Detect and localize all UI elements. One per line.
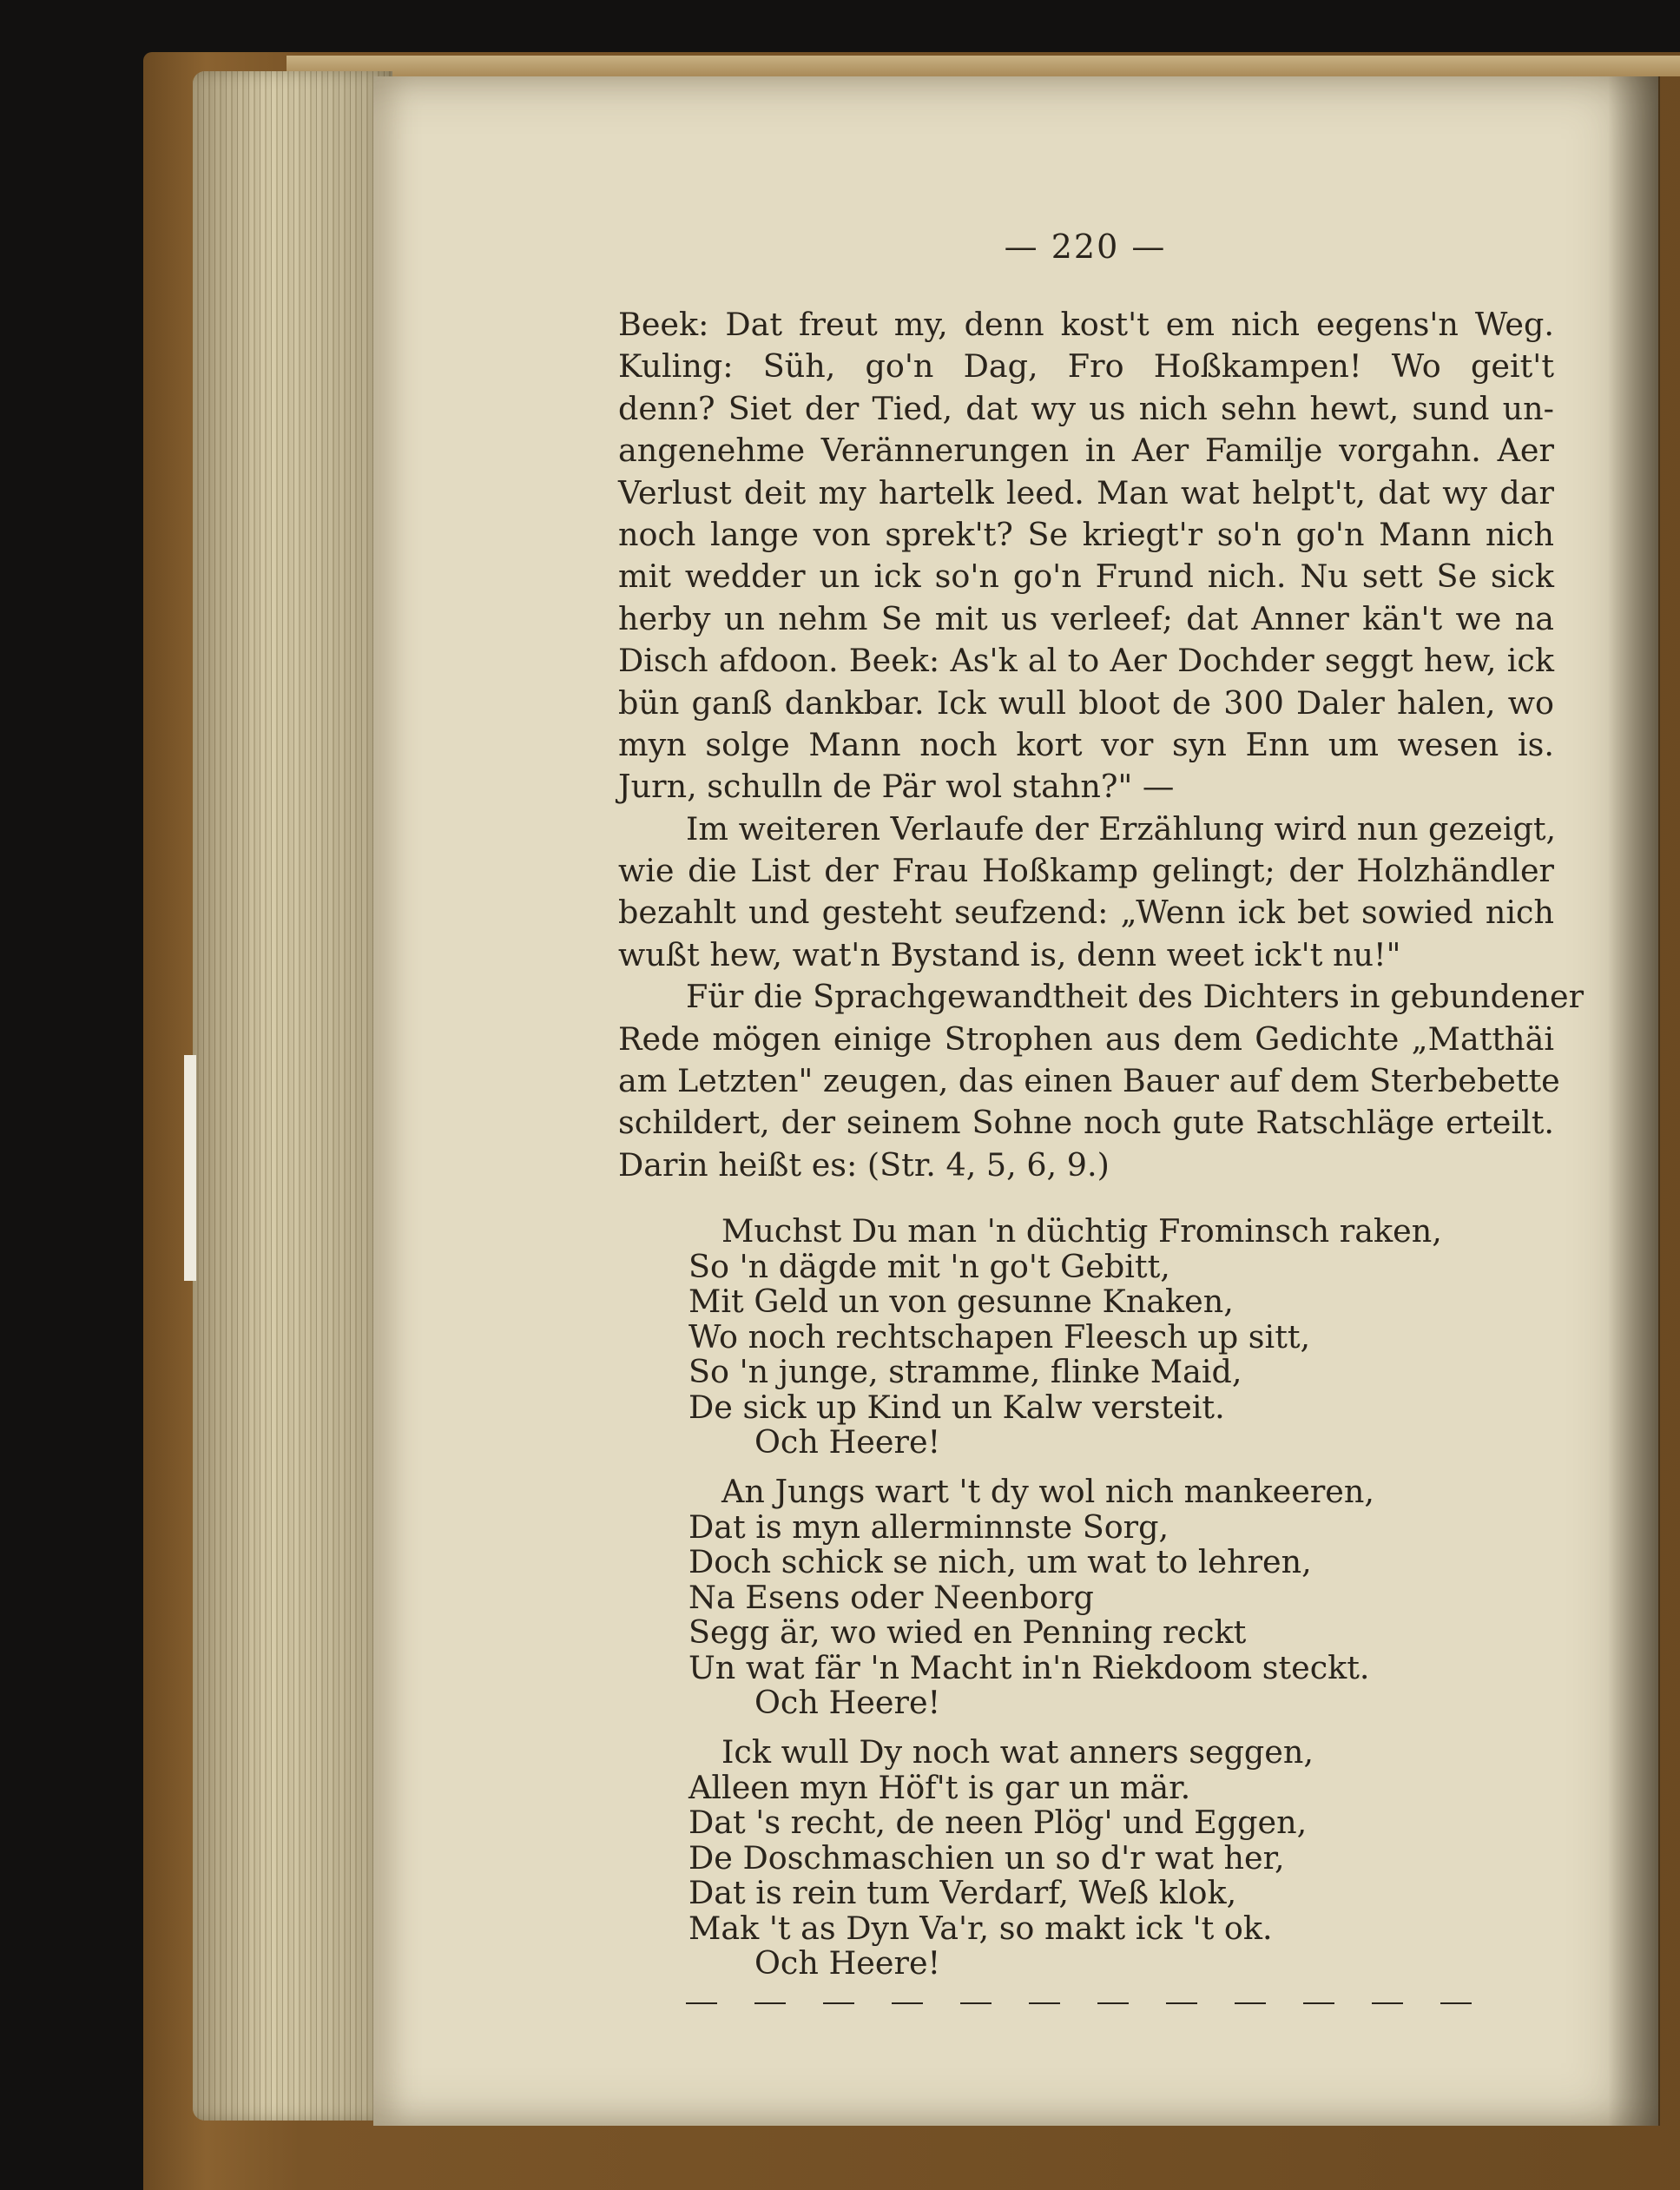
prose-line: Verlust deit my hartelk leed. Man wat helpt't, dat wy dar [618, 473, 1554, 511]
poem-line: Alleen myn Höf't is gar un mär. [688, 1768, 1191, 1806]
prose-line: noch lange von sprek't? Se kriegt'r so'n go'n Mann nich [618, 515, 1554, 553]
poem-refrain: Och Heere! [754, 1423, 941, 1461]
bookmark-strip [184, 1055, 196, 1281]
poem-line: So 'n dägde mit 'n go't Gebitt, [688, 1247, 1170, 1285]
prose-line: Beek: Dat freut my, denn kost't em nich eegens'n Weg. [618, 306, 1554, 343]
page-number: — 220 — [1004, 228, 1167, 266]
poem-stanza-1 [688, 1214, 1442, 1461]
prose-line: mit wedder un ick so'n go'n Frund nich. Nu sett Se sick [618, 557, 1554, 596]
poem-refrain: Och Heere! [754, 1684, 941, 1721]
prose-line: Im weiteren Verlaufe der Erzählung wird nun gezeigt, [686, 809, 1557, 848]
prose-line: herby un nehm Se mit us verleef; dat Anner kän't we na [618, 599, 1554, 637]
poem-line: Dat is myn allerminnste Sorg, [688, 1507, 1169, 1546]
poem-stanza-2 [688, 1474, 1374, 1721]
prose-line: schildert, der seinem Sohne noch gute Ratschläge erteilt. [618, 1104, 1554, 1142]
poem-line: Na Esens oder Neenborg [688, 1578, 1094, 1616]
prose-line: Rede mögen einige Strophen aus dem Gedichte „Matthäi [618, 1019, 1554, 1058]
prose-block [618, 304, 1584, 1186]
prose-line: wußt hew, wat'n Bystand is, denn weet ick't nu!" [618, 935, 1401, 973]
poem-line: De sick up Kind un Kalw versteit. [688, 1388, 1225, 1426]
prose-line: wie die List der Frau Hoßkamp gelingt; der Holzhändler [618, 852, 1554, 890]
prose-line: Kuling: Süh, go'n Dag, Fro Hoßkampen! Wo geit't [618, 347, 1554, 386]
page-edges-shade [193, 71, 392, 2121]
dashed-end-rule [686, 2002, 1489, 2004]
poem-line: So 'n junge, stramme, flinke Maid, [688, 1353, 1242, 1390]
prose-line: bün ganß dankbar. Ick wull bloot de 300 Daler halen, wo [618, 683, 1554, 722]
poem-line: Mit Geld un von gesunne Knaken, [688, 1283, 1234, 1320]
poem-line: Dat is rein tum Verdarf, Weß klok, [688, 1874, 1237, 1911]
poem-line: Muchst Du man 'n düchtig Frominsch raken, [721, 1212, 1442, 1250]
poem-line: Un wat fär 'n Macht in'n Riekdoom steckt. [688, 1648, 1370, 1686]
poem-line: An Jungs wart 't dy wol nich mankeeren, [721, 1473, 1375, 1510]
poem-line: Mak 't as Dyn Va'r, so makt ick 't ok. [688, 1909, 1273, 1947]
prose-line: denn? Siet der Tied, dat wy us nich sehn hewt, sund un- [618, 389, 1554, 427]
prose-line: Darin heißt es: (Str. 4, 5, 6, 9.) [618, 1145, 1110, 1184]
prose-line: Jurn, schulln de Pär wol stahn?" — [618, 768, 1175, 806]
prose-line: Für die Sprachgewandtheit des Dichters in gebundener [686, 978, 1584, 1016]
prose-line: myn solge Mann noch kort vor syn Enn um wesen is. [618, 725, 1554, 763]
prose-line: Disch afdoon. Beek: As'k al to Aer Dochder seggt hew, ick [618, 642, 1554, 680]
prose-line: bezahlt und gesteht seufzend: „Wenn ick bet sowied nich [618, 894, 1554, 932]
poem-line: Ick wull Dy noch wat anners seggen, [721, 1733, 1314, 1771]
page-gutter [1608, 76, 1660, 2126]
poem-line: Doch schick se nich, um wat to lehren, [688, 1543, 1312, 1580]
poem-line: Segg är, wo wied en Penning reckt [688, 1613, 1247, 1651]
poem-refrain: Och Heere! [754, 1944, 941, 1982]
prose-line: am Letzten" zeugen, das einen Bauer auf dem Sterbebette [618, 1062, 1560, 1100]
poem-line: Dat 's recht, de neen Plög' und Eggen, [688, 1804, 1308, 1841]
poem-line: Wo noch rechtschapen Fleesch up sitt, [688, 1317, 1311, 1356]
poem-line: De Doschmaschien un so d'r wat her, [688, 1838, 1285, 1877]
book-top-edge [287, 56, 1680, 76]
poem-stanza-3 [688, 1735, 1314, 1982]
prose-line: angenehme Verännerungen in Aer Familje vorgahn. Aer [618, 432, 1554, 470]
